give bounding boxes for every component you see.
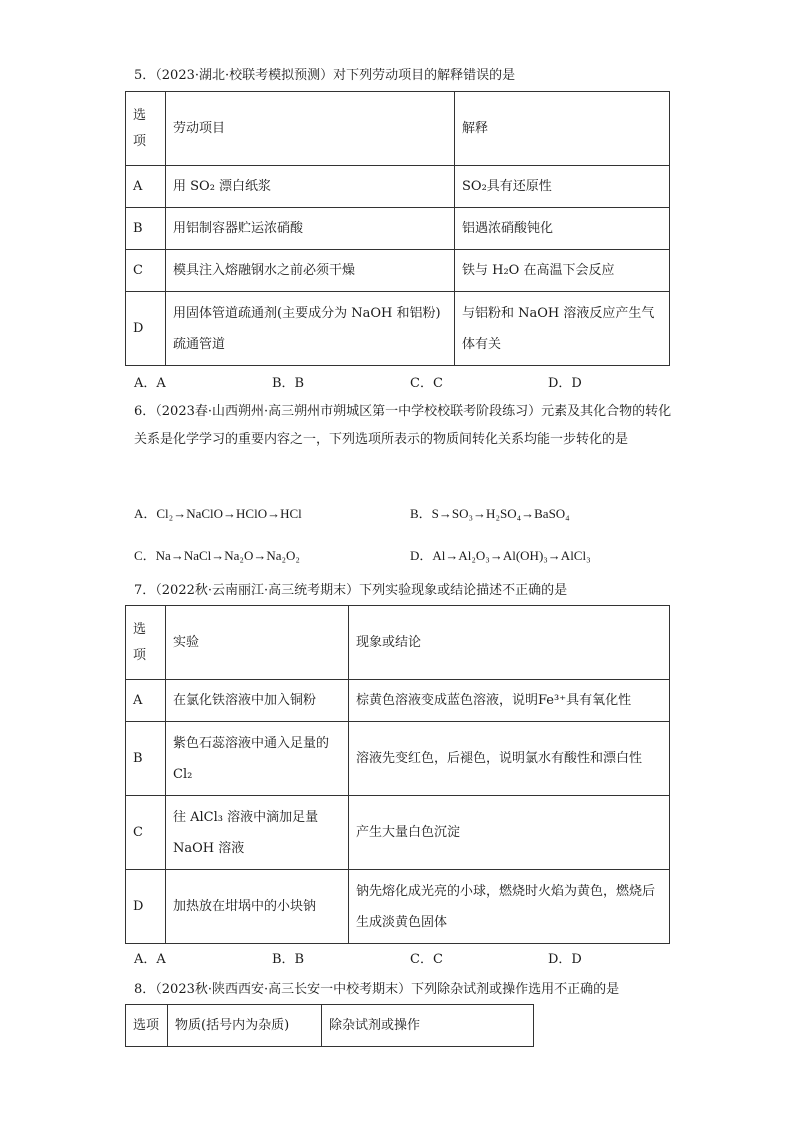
q5-choice-b[interactable]: B．B bbox=[272, 376, 305, 391]
q5-header-task: 劳动项目 bbox=[166, 92, 455, 166]
table-row bbox=[126, 250, 670, 292]
table-row bbox=[126, 796, 670, 870]
q5-row-a-task: 用 SO₂ 漂白纸浆 bbox=[166, 166, 455, 208]
q8-header-method: 除杂试剂或操作 bbox=[322, 1005, 534, 1047]
q7-choice-d[interactable]: D．D bbox=[548, 952, 582, 967]
q5-choice-c[interactable]: C．C bbox=[410, 376, 443, 391]
q7-row-a-conclusion: 棕黄色溶液变成蓝色溶液，说明Fe³⁺具有氧化性 bbox=[349, 680, 670, 722]
q7-row-c-conclusion: 产生大量白色沉淀 bbox=[349, 796, 670, 870]
q6-option-a[interactable]: A．Cl₂→NaClO→HClO→HCl bbox=[134, 506, 302, 521]
q7-row-a-option: A bbox=[126, 680, 166, 722]
q8-header-option: 选项 bbox=[126, 1005, 168, 1047]
q5-row-a-explain: SO₂具有还原性 bbox=[455, 166, 670, 208]
q6-option-c[interactable]: C．Na→NaCl→Na₂O→Na₂O₂ bbox=[134, 548, 300, 563]
q5-header-explain: 解释 bbox=[455, 92, 670, 166]
q7-stem: 7．（2022秋·云南丽江·高三统考期末）下列实验现象或结论描述不正确的是 bbox=[134, 583, 568, 598]
q6-option-d[interactable]: D．Al→Al₂O₃→Al(OH)₃→AlCl₃ bbox=[410, 548, 591, 563]
q5-row-d-explain: 与铝粉和 NaOH 溶液反应产生气体有关 bbox=[455, 292, 670, 366]
q7-row-b-experiment: 紫色石蕊溶液中通入足量的 Cl₂ bbox=[166, 722, 349, 796]
q5-row-c-option: C bbox=[126, 250, 166, 292]
q8-stem: 8．（2023秋·陕西西安·高三长安一中校考期末）下列除杂试剂或操作选用不正确的是 bbox=[134, 982, 620, 997]
q7-row-a-experiment: 在氯化铁溶液中加入铜粉 bbox=[166, 680, 349, 722]
table-row bbox=[126, 208, 670, 250]
q7-choices bbox=[134, 948, 674, 970]
q5-row-d-task: 用固体管道疏通剂(主要成分为 NaOH 和铝粉)疏通管道 bbox=[166, 292, 455, 366]
table-row bbox=[126, 870, 670, 944]
q7-row-b-option: B bbox=[126, 722, 166, 796]
table-row bbox=[126, 722, 670, 796]
q5-row-b-explain: 铝遇浓硝酸钝化 bbox=[455, 208, 670, 250]
q7-row-d-experiment: 加热放在坩埚中的小块钠 bbox=[166, 870, 349, 944]
q7-row-d-conclusion: 钠先熔化成光亮的小球，燃烧时火焰为黄色，燃烧后生成淡黄色固体 bbox=[349, 870, 670, 944]
q7-row-c-experiment: 往 AlCl₃ 溶液中滴加足量 NaOH 溶液 bbox=[166, 796, 349, 870]
q7-choice-c[interactable]: C．C bbox=[410, 952, 443, 967]
q6-stem: 6．（2023春·山西朔州·高三朔州市朔城区第一中学校校联考阶段练习）元素及其化合物的转化关系是化学学习的重要内容之一，下列选项所表示的物质间转化关系均能一步转化的是 bbox=[134, 404, 672, 447]
q5-choices bbox=[134, 372, 674, 394]
q7-choice-b[interactable]: B．B bbox=[272, 952, 305, 967]
q5-row-c-explain: 铁与 H₂O 在高温下会反应 bbox=[455, 250, 670, 292]
q7-header-row bbox=[126, 606, 670, 680]
table-row bbox=[126, 292, 670, 366]
q5-header-row bbox=[126, 92, 670, 166]
q7-row-d-option: D bbox=[126, 870, 166, 944]
q7-row-c-option: C bbox=[126, 796, 166, 870]
q5-header-option: 选项 bbox=[126, 92, 166, 166]
q8-header-substance: 物质(括号内为杂质) bbox=[168, 1005, 322, 1047]
q5-row-a-option: A bbox=[126, 166, 166, 208]
q8-header-row bbox=[126, 1005, 534, 1047]
q6-option-b[interactable]: B．S→SO₃→H₂SO₄→BaSO₄ bbox=[410, 506, 570, 521]
q7-header-experiment: 实验 bbox=[166, 606, 349, 680]
q7-choice-a[interactable]: A．A bbox=[134, 952, 166, 967]
q5-table bbox=[125, 91, 670, 366]
q5-row-c-task: 模具注入熔融钢水之前必须干燥 bbox=[166, 250, 455, 292]
q8-table bbox=[125, 1004, 534, 1047]
q7-header-option: 选项 bbox=[126, 606, 166, 680]
q5-choice-d[interactable]: D．D bbox=[548, 376, 582, 391]
q5-row-d-option: D bbox=[126, 292, 166, 366]
table-row bbox=[126, 680, 670, 722]
q5-stem: 5．（2023·湖北·校联考模拟预测）对下列劳动项目的解释错误的是 bbox=[134, 68, 516, 83]
table-row bbox=[126, 166, 670, 208]
q7-header-conclusion: 现象或结论 bbox=[349, 606, 670, 680]
q5-row-b-option: B bbox=[126, 208, 166, 250]
q5-row-b-task: 用铝制容器贮运浓硝酸 bbox=[166, 208, 455, 250]
q7-table bbox=[125, 605, 670, 944]
q5-choice-a[interactable]: A．A bbox=[134, 376, 166, 391]
q7-row-b-conclusion: 溶液先变红色，后褪色，说明氯水有酸性和漂白性 bbox=[349, 722, 670, 796]
